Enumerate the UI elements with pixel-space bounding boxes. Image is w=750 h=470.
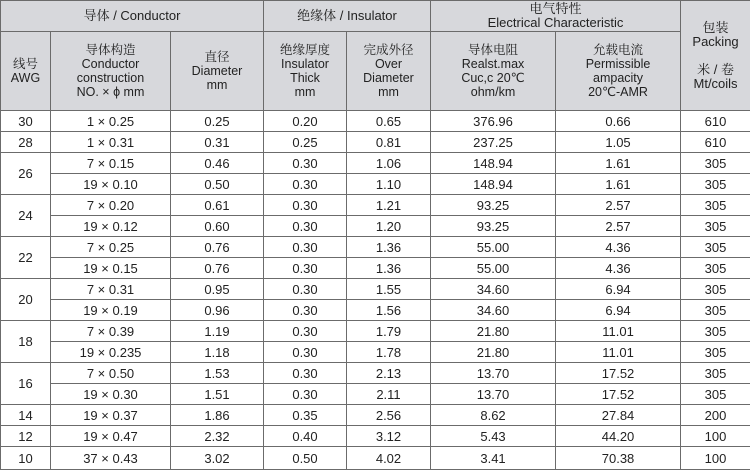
table-row bbox=[1, 300, 750, 321]
ampacity-cell: 70.38 bbox=[556, 447, 681, 470]
over-diameter-column-header bbox=[347, 32, 431, 111]
packing-cell: 100 bbox=[681, 447, 750, 470]
ampacity-cell: 4.36 bbox=[556, 258, 681, 279]
over-diameter-cell: 1.78 bbox=[347, 342, 431, 363]
header-line: mm bbox=[347, 85, 430, 99]
construction-cell: 19 × 0.19 bbox=[51, 300, 171, 321]
header-line: 20℃-AMR bbox=[556, 85, 680, 99]
header-line: 允载电流 bbox=[556, 43, 680, 57]
header-line: Over bbox=[347, 57, 430, 71]
thickness-cell: 0.25 bbox=[264, 132, 347, 153]
diameter-cell: 3.02 bbox=[171, 447, 264, 470]
diameter-cell: 0.61 bbox=[171, 195, 264, 216]
ampacity-cell: 27.84 bbox=[556, 405, 681, 426]
diameter-cell: 0.25 bbox=[171, 111, 264, 132]
resistance-cell: 93.25 bbox=[431, 195, 556, 216]
header-line: Conductor bbox=[51, 57, 170, 71]
thickness-cell: 0.30 bbox=[264, 321, 347, 342]
thickness-cell: 0.30 bbox=[264, 153, 347, 174]
packing-cell: 305 bbox=[681, 258, 750, 279]
ampacity-cell: 2.57 bbox=[556, 195, 681, 216]
resistance-cell: 237.25 bbox=[431, 132, 556, 153]
diameter-cell: 1.18 bbox=[171, 342, 264, 363]
diameter-column-header bbox=[171, 32, 264, 111]
ampacity-cell: 17.52 bbox=[556, 363, 681, 384]
awg-cell: 18 bbox=[1, 321, 51, 363]
table-row bbox=[1, 174, 750, 195]
ampacity-cell: 44.20 bbox=[556, 426, 681, 447]
construction-cell: 7 × 0.31 bbox=[51, 279, 171, 300]
awg-cell: 26 bbox=[1, 153, 51, 195]
resistance-cell: 8.62 bbox=[431, 405, 556, 426]
table-row bbox=[1, 321, 750, 342]
resistance-cell: 55.00 bbox=[431, 237, 556, 258]
table-row bbox=[1, 447, 750, 470]
thickness-cell: 0.30 bbox=[264, 237, 347, 258]
construction-cell: 1 × 0.31 bbox=[51, 132, 171, 153]
resistance-cell: 3.41 bbox=[431, 447, 556, 470]
thickness-cell: 0.30 bbox=[264, 342, 347, 363]
header-line: Packing bbox=[681, 35, 750, 49]
ampacity-cell: 6.94 bbox=[556, 300, 681, 321]
awg-cell: 28 bbox=[1, 132, 51, 153]
diameter-cell: 0.50 bbox=[171, 174, 264, 195]
header-line: NO. × ϕ mm bbox=[51, 85, 170, 99]
table-row bbox=[1, 342, 750, 363]
thickness-cell: 0.35 bbox=[264, 405, 347, 426]
diameter-cell: 0.76 bbox=[171, 258, 264, 279]
table-row bbox=[1, 384, 750, 405]
ampacity-cell: 11.01 bbox=[556, 321, 681, 342]
packing-cell: 305 bbox=[681, 174, 750, 195]
packing-cell: 305 bbox=[681, 342, 750, 363]
over-diameter-cell: 1.36 bbox=[347, 237, 431, 258]
table-row bbox=[1, 237, 750, 258]
over-diameter-cell: 2.56 bbox=[347, 405, 431, 426]
awg-cell: 10 bbox=[1, 447, 51, 470]
resistance-cell: 34.60 bbox=[431, 279, 556, 300]
thickness-cell: 0.30 bbox=[264, 216, 347, 237]
table-row bbox=[1, 426, 750, 447]
construction-cell: 19 × 0.47 bbox=[51, 426, 171, 447]
awg-cell: 20 bbox=[1, 279, 51, 321]
construction-cell: 7 × 0.39 bbox=[51, 321, 171, 342]
table-row bbox=[1, 216, 750, 237]
over-diameter-cell: 2.13 bbox=[347, 363, 431, 384]
packing-cell: 305 bbox=[681, 153, 750, 174]
construction-cell: 19 × 0.10 bbox=[51, 174, 171, 195]
awg-cell: 16 bbox=[1, 363, 51, 405]
table-header bbox=[1, 1, 750, 111]
diameter-cell: 1.51 bbox=[171, 384, 264, 405]
diameter-cell: 0.95 bbox=[171, 279, 264, 300]
insulator-group-header: 绝缘体 / Insulator bbox=[264, 1, 431, 32]
diameter-cell: 0.46 bbox=[171, 153, 264, 174]
thickness-cell: 0.50 bbox=[264, 447, 347, 470]
over-diameter-cell: 1.79 bbox=[347, 321, 431, 342]
thickness-cell: 0.30 bbox=[264, 195, 347, 216]
table-row bbox=[1, 258, 750, 279]
header-line: Realst.max bbox=[431, 57, 555, 71]
header-line: Insulator bbox=[264, 57, 346, 71]
resistance-cell: 21.80 bbox=[431, 321, 556, 342]
packing-column-header bbox=[681, 1, 750, 111]
diameter-cell: 1.19 bbox=[171, 321, 264, 342]
header-line: Cuc,c 20℃ bbox=[431, 71, 555, 85]
thickness-cell: 0.30 bbox=[264, 363, 347, 384]
ampacity-cell: 1.61 bbox=[556, 153, 681, 174]
header-line: mm bbox=[171, 78, 263, 92]
over-diameter-cell: 1.21 bbox=[347, 195, 431, 216]
construction-cell: 19 × 0.15 bbox=[51, 258, 171, 279]
header-line: 直径 bbox=[171, 50, 263, 64]
table-row bbox=[1, 405, 750, 426]
over-diameter-cell: 1.06 bbox=[347, 153, 431, 174]
header-line: 包装 bbox=[681, 21, 750, 35]
ampacity-cell: 0.66 bbox=[556, 111, 681, 132]
packing-cell: 610 bbox=[681, 132, 750, 153]
over-diameter-cell: 0.65 bbox=[347, 111, 431, 132]
header-line: Mt/coils bbox=[681, 77, 750, 91]
thickness-cell: 0.40 bbox=[264, 426, 347, 447]
header-column-row bbox=[1, 32, 750, 111]
thickness-cell: 0.30 bbox=[264, 258, 347, 279]
resistance-cell: 55.00 bbox=[431, 258, 556, 279]
packing-cell: 305 bbox=[681, 321, 750, 342]
electrical-group-header bbox=[431, 1, 681, 32]
awg-cell: 24 bbox=[1, 195, 51, 237]
resistance-cell: 13.70 bbox=[431, 363, 556, 384]
thickness-cell: 0.20 bbox=[264, 111, 347, 132]
resistance-cell: 21.80 bbox=[431, 342, 556, 363]
ampacity-cell: 1.61 bbox=[556, 174, 681, 195]
header-line: Permissible bbox=[556, 57, 680, 71]
diameter-cell: 0.76 bbox=[171, 237, 264, 258]
awg-cell: 30 bbox=[1, 111, 51, 132]
resistance-cell: 93.25 bbox=[431, 216, 556, 237]
header-line: ampacity bbox=[556, 71, 680, 85]
packing-cell: 200 bbox=[681, 405, 750, 426]
ampacity-cell: 17.52 bbox=[556, 384, 681, 405]
resistance-cell: 5.43 bbox=[431, 426, 556, 447]
table-body bbox=[1, 111, 750, 470]
resistance-column-header bbox=[431, 32, 556, 111]
header-line: 绝缘厚度 bbox=[264, 43, 346, 57]
thickness-cell: 0.30 bbox=[264, 384, 347, 405]
construction-cell: 19 × 0.235 bbox=[51, 342, 171, 363]
resistance-cell: 13.70 bbox=[431, 384, 556, 405]
header-line: Diameter bbox=[347, 71, 430, 85]
header-line: 线号 bbox=[1, 57, 50, 71]
diameter-cell: 1.53 bbox=[171, 363, 264, 384]
header-line: ohm/km bbox=[431, 85, 555, 99]
construction-cell: 7 × 0.50 bbox=[51, 363, 171, 384]
table-row bbox=[1, 279, 750, 300]
diameter-cell: 2.32 bbox=[171, 426, 264, 447]
header-group-row bbox=[1, 1, 750, 32]
over-diameter-cell: 1.36 bbox=[347, 258, 431, 279]
over-diameter-cell: 0.81 bbox=[347, 132, 431, 153]
construction-cell: 1 × 0.25 bbox=[51, 111, 171, 132]
awg-cell: 12 bbox=[1, 426, 51, 447]
table-row bbox=[1, 132, 750, 153]
header-line: Thick bbox=[264, 71, 346, 85]
ampacity-cell: 4.36 bbox=[556, 237, 681, 258]
resistance-cell: 34.60 bbox=[431, 300, 556, 321]
construction-cell: 19 × 0.37 bbox=[51, 405, 171, 426]
packing-cell: 305 bbox=[681, 384, 750, 405]
table-row bbox=[1, 153, 750, 174]
thickness-column-header bbox=[264, 32, 347, 111]
awg-cell: 14 bbox=[1, 405, 51, 426]
header-line: Electrical Characteristic bbox=[431, 16, 680, 30]
header-line: 完成外径 bbox=[347, 43, 430, 57]
header-line: 导体电阻 bbox=[431, 43, 555, 57]
header-line: AWG bbox=[1, 71, 50, 85]
header-line: 电气特性 bbox=[431, 2, 680, 16]
conductor-group-header: 导体 / Conductor bbox=[1, 1, 264, 32]
packing-cell: 305 bbox=[681, 237, 750, 258]
construction-cell: 7 × 0.25 bbox=[51, 237, 171, 258]
packing-cell: 305 bbox=[681, 363, 750, 384]
diameter-cell: 1.86 bbox=[171, 405, 264, 426]
awg-column-header bbox=[1, 32, 51, 111]
packing-cell: 305 bbox=[681, 195, 750, 216]
header-line: Diameter bbox=[171, 64, 263, 78]
construction-cell: 7 × 0.15 bbox=[51, 153, 171, 174]
over-diameter-cell: 1.20 bbox=[347, 216, 431, 237]
resistance-cell: 376.96 bbox=[431, 111, 556, 132]
packing-cell: 100 bbox=[681, 426, 750, 447]
over-diameter-cell: 1.56 bbox=[347, 300, 431, 321]
construction-column-header bbox=[51, 32, 171, 111]
construction-cell: 37 × 0.43 bbox=[51, 447, 171, 470]
ampacity-column-header bbox=[556, 32, 681, 111]
header-line: mm bbox=[264, 85, 346, 99]
ampacity-cell: 1.05 bbox=[556, 132, 681, 153]
header-line: 导体构造 bbox=[51, 43, 170, 57]
diameter-cell: 0.31 bbox=[171, 132, 264, 153]
diameter-cell: 0.96 bbox=[171, 300, 264, 321]
packing-cell: 305 bbox=[681, 300, 750, 321]
thickness-cell: 0.30 bbox=[264, 279, 347, 300]
table-row bbox=[1, 363, 750, 384]
awg-cell: 22 bbox=[1, 237, 51, 279]
over-diameter-cell: 1.10 bbox=[347, 174, 431, 195]
diameter-cell: 0.60 bbox=[171, 216, 264, 237]
ampacity-cell: 2.57 bbox=[556, 216, 681, 237]
over-diameter-cell: 2.11 bbox=[347, 384, 431, 405]
thickness-cell: 0.30 bbox=[264, 174, 347, 195]
packing-cell: 305 bbox=[681, 279, 750, 300]
table-row bbox=[1, 111, 750, 132]
header-line: construction bbox=[51, 71, 170, 85]
over-diameter-cell: 4.02 bbox=[347, 447, 431, 470]
construction-cell: 19 × 0.30 bbox=[51, 384, 171, 405]
thickness-cell: 0.30 bbox=[264, 300, 347, 321]
header-line: 米 / 卷 bbox=[681, 63, 750, 77]
resistance-cell: 148.94 bbox=[431, 174, 556, 195]
packing-cell: 305 bbox=[681, 216, 750, 237]
construction-cell: 19 × 0.12 bbox=[51, 216, 171, 237]
ampacity-cell: 11.01 bbox=[556, 342, 681, 363]
packing-cell: 610 bbox=[681, 111, 750, 132]
resistance-cell: 148.94 bbox=[431, 153, 556, 174]
ampacity-cell: 6.94 bbox=[556, 279, 681, 300]
table-row bbox=[1, 195, 750, 216]
over-diameter-cell: 3.12 bbox=[347, 426, 431, 447]
over-diameter-cell: 1.55 bbox=[347, 279, 431, 300]
construction-cell: 7 × 0.20 bbox=[51, 195, 171, 216]
